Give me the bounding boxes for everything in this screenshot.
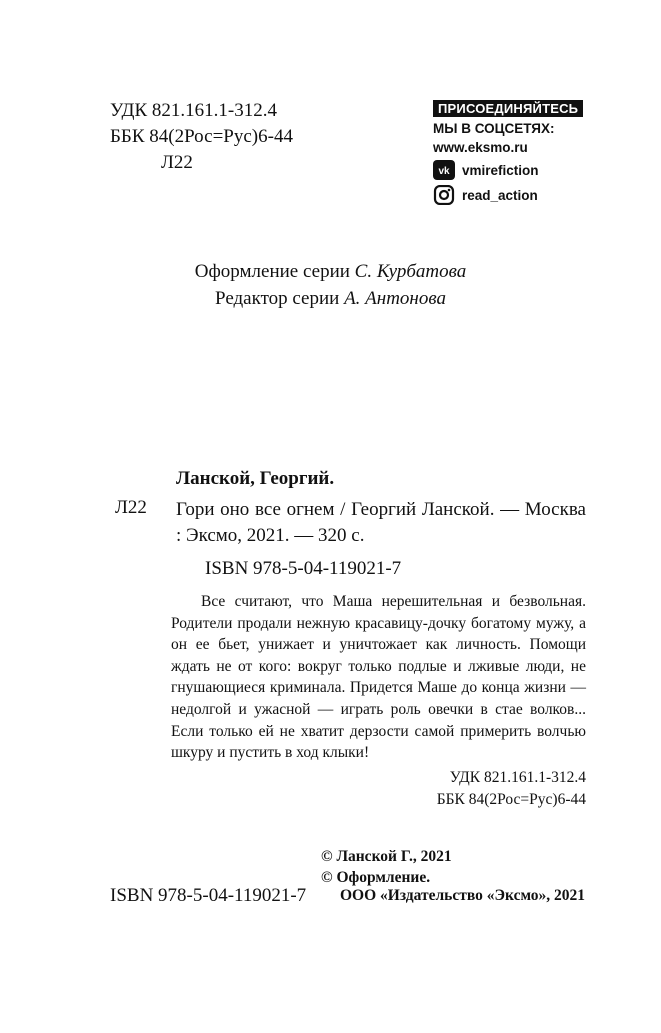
biblio-title: Гори оно все огнем / Георгий Ланской. — Москва : Эксмо, 2021. — 320 с. <box>176 499 586 546</box>
annotation-udk: УДК 821.161.1-312.4 <box>449 769 586 786</box>
udk-code: УДК 821.161.1-312.4 <box>110 100 277 121</box>
copyright-author: © Ланской Г., 2021 <box>321 848 452 865</box>
instagram-icon <box>433 185 455 205</box>
site-link[interactable]: www.eksmo.ru <box>433 140 528 155</box>
annotation-codes <box>380 767 586 811</box>
series-design-line <box>0 258 661 285</box>
series-editor-prefix: Редактор серии <box>215 288 340 309</box>
instagram-handle: read_action <box>462 187 538 203</box>
svg-text:vk: vk <box>438 166 450 177</box>
join-banner: ПРИСОЕДИНЯЙТЕСЬ <box>433 100 583 117</box>
series-editor-name: А. Антонова <box>344 288 446 309</box>
series-design-prefix: Оформление серии <box>194 261 350 282</box>
author-index: Л22 <box>161 152 193 173</box>
copyright-design: © Оформление. <box>321 869 431 886</box>
classification-codes <box>110 98 293 176</box>
biblio-index: Л22 <box>115 497 147 518</box>
vk-handle: vmirefiction <box>462 162 539 178</box>
vk-icon <box>433 160 455 180</box>
annotation-text: Все считают, что Маша нерешительная и безвольная. Родители продали нежную красавицу-дочку богатому мужу, а он ее бьет, унижает и уничтожает как личность. Помощи ждать не от кого: вокруг только подлые и лживые люди, не гнушающиеся криминала. Придется Маше до конца жизни — недолгой и ужасной — играть роль овечки в стае волков... Если только ей не хватит дерзости самой примерить волчью шкуру и пустить в ход клыки! <box>171 593 586 762</box>
series-credits <box>0 258 661 312</box>
series-design-name: С. Курбатова <box>354 261 467 282</box>
networks-label: МЫ В СОЦСЕТЯХ: <box>433 121 555 136</box>
copyright-block <box>321 846 452 888</box>
biblio-author: Ланской, Георгий. <box>176 468 335 489</box>
bottom-isbn: ISBN 978-5-04-119021-7 <box>110 885 307 906</box>
biblio-isbn: ISBN 978-5-04-119021-7 <box>205 558 402 579</box>
vk-row[interactable] <box>433 160 585 180</box>
instagram-row[interactable] <box>433 185 585 205</box>
copyright-publisher: ООО «Издательство «Эксмо», 2021 <box>340 887 586 904</box>
bbk-code: ББК 84(2Рос=Рус)6-44 <box>110 126 293 147</box>
social-block <box>433 100 585 205</box>
annotation-bbk: ББК 84(2Рос=Рус)6-44 <box>436 791 586 808</box>
series-editor-line <box>0 285 661 312</box>
